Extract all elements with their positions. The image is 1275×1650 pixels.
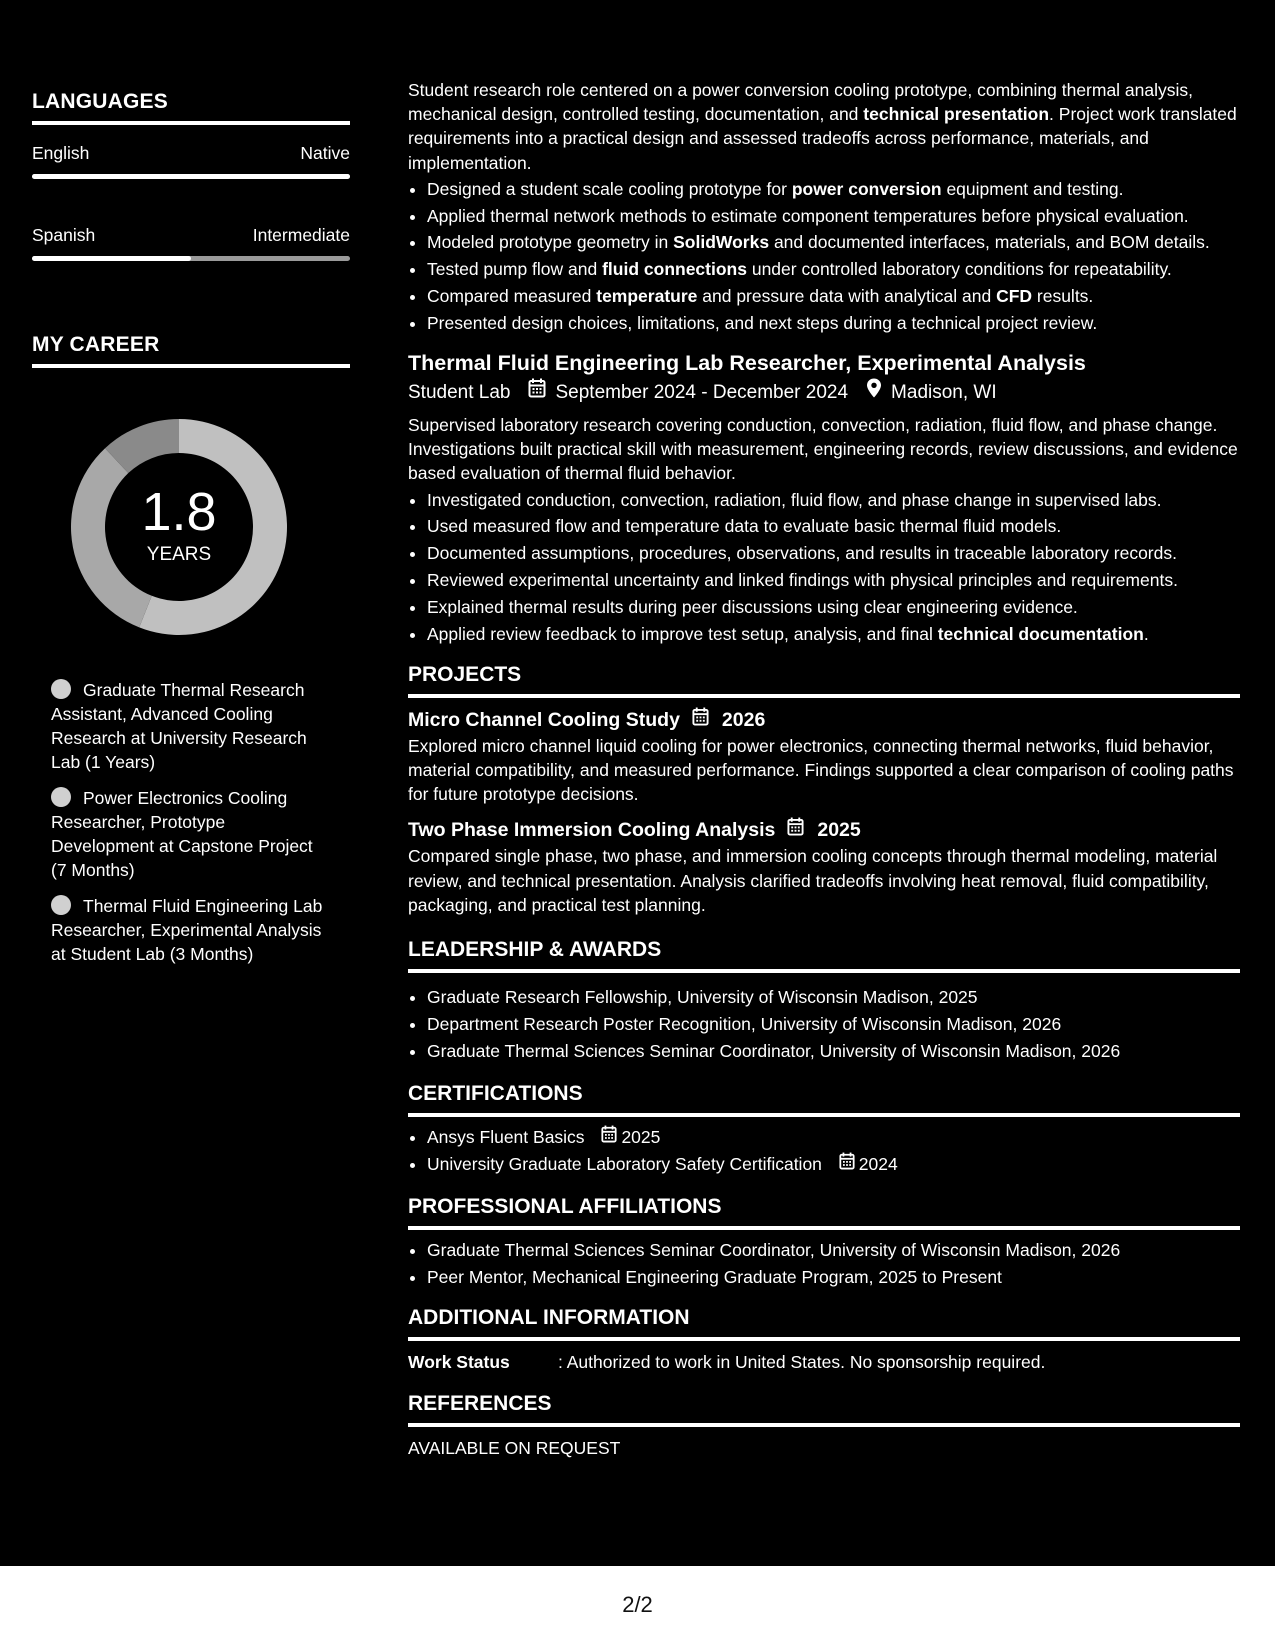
project-title: Micro Channel Cooling Study: [408, 708, 680, 731]
bullet-text: Modeled prototype geometry in: [427, 232, 674, 253]
career-list-item: [51, 894, 331, 966]
certification-name: University Graduate Laboratory Safety Certification: [427, 1153, 822, 1174]
location-pin-icon: [866, 378, 882, 408]
bullet-text: Documented assumptions, procedures, observations, and results in traceable laboratory records.: [427, 543, 1177, 564]
bullet-text: .: [1143, 623, 1149, 644]
bullet-text: Used measured flow and temperature data to evaluate basic thermal fluid models.: [427, 516, 1062, 537]
job-bullet: [427, 230, 1240, 254]
certifications-list: [408, 1125, 1240, 1176]
job-dates: September 2024 - December 2024: [555, 382, 849, 403]
projects-heading: PROJECTS: [408, 662, 1240, 698]
job-bullet: [427, 284, 1240, 308]
job-bullet: [427, 514, 1240, 538]
career-item-text: Power Electronics Cooling Researcher, Prototype Development at Capstone Project (7 Months): [51, 788, 313, 880]
additional-info-heading: ADDITIONAL INFORMATION: [408, 1305, 1240, 1341]
bullet-text: SolidWorks: [673, 232, 770, 253]
work-status-label: Work Status: [408, 1351, 510, 1372]
job-location: Madison, WI: [891, 382, 997, 403]
affiliation-item: • Graduate Thermal Sciences Seminar Coordinator, University of Wisconsin Madison, 2026: [427, 1238, 1240, 1262]
job-bullet: [427, 177, 1240, 201]
language-item: [32, 225, 350, 261]
legend-dot-icon: [51, 787, 71, 807]
career-list-item: [51, 786, 331, 882]
bullet-text: equipment and testing.: [941, 178, 1124, 199]
language-level: Intermediate: [252, 225, 350, 245]
certification-name: Ansys Fluent Basics: [427, 1126, 585, 1147]
project-title: Two Phase Immersion Cooling Analysis: [408, 819, 776, 842]
leadership-item: • Department Research Poster Recognition, University of Wisconsin Madison, 2026: [427, 1012, 1240, 1036]
bullet-text: Investigated conduction, convection, radiation, fluid flow, and phase change in supervised labs.: [427, 489, 1162, 510]
language-item: [32, 143, 350, 179]
page-number: 2/2: [622, 1592, 653, 1617]
bullet-text: temperature: [596, 286, 698, 306]
bullet-text: under controlled laboratory conditions for repeatability.: [746, 259, 1172, 280]
career-total-years: 1.8: [141, 482, 217, 542]
summary-text: technical presentation: [863, 104, 1050, 125]
legend-dot-icon: [51, 895, 71, 915]
leadership-heading: LEADERSHIP & AWARDS: [408, 937, 1240, 973]
project-description: Explored micro channel liquid cooling for power electronics, connecting thermal networks, fluid behavior, material compatibility, and measured performance. Findings supported a clear comparison of cooling paths for future prototype decisions.: [408, 735, 1234, 805]
language-level: Native: [300, 143, 350, 163]
project-item: [408, 706, 1240, 807]
leadership-item: • Graduate Thermal Sciences Seminar Coordinator, University of Wisconsin Madison, 2026: [427, 1039, 1240, 1063]
language-proficiency-fill: [32, 174, 350, 179]
calendar-icon: [787, 816, 804, 844]
calendar-icon: [839, 1152, 855, 1176]
career-donut-chart: [64, 412, 294, 642]
languages-heading: LANGUAGES: [32, 90, 350, 125]
language-proficiency-fill: [32, 256, 191, 261]
references-heading: REFERENCES: [408, 1391, 1240, 1427]
certification-item: [427, 1125, 1240, 1149]
affiliation-item: • Peer Mentor, Mechanical Engineering Graduate Program, 2025 to Present: [427, 1265, 1240, 1289]
career-section: [32, 333, 350, 966]
bullet-text: Reviewed experimental uncertainty and linked findings with physical principles and requirements.: [427, 570, 1178, 590]
job-bullet: [427, 595, 1240, 619]
bullet-text: power conversion: [791, 178, 942, 199]
bullet-text: and pressure data with analytical and: [697, 286, 997, 306]
calendar-icon: [692, 706, 709, 734]
language-name: English: [32, 143, 90, 163]
project-date: 2025: [817, 819, 861, 842]
job-bullet: [427, 541, 1240, 565]
summary-text: Student research role centered on a power conversion cooling prototype, combining thermal analysis, mechanical design, controlled testing, documentation, and: [408, 80, 1194, 125]
bullet-text: Designed a student scale cooling prototype for: [427, 178, 792, 199]
career-item-text: Thermal Fluid Engineering Lab Researcher, Experimental Analysis at Student Lab (3 Months): [51, 896, 323, 964]
bullet-text: Applied review feedback to improve test setup, analysis, and final: [427, 623, 938, 644]
job-meta: [408, 378, 1240, 408]
job-bullets: [408, 177, 1240, 335]
job-bullet: [427, 488, 1240, 512]
bullet-text: Compared measured: [427, 286, 597, 306]
language-name: Spanish: [32, 225, 96, 245]
career-list: [51, 678, 331, 966]
legend-dot-icon: [51, 679, 71, 699]
certification-item: [427, 1152, 1240, 1176]
bullet-text: Explained thermal results during peer discussions using clear engineering evidence.: [427, 596, 1078, 617]
sidebar-content: [32, 90, 350, 978]
career-heading: MY CAREER: [32, 333, 350, 368]
calendar-icon: [601, 1125, 617, 1149]
job-company: Student Lab: [408, 382, 511, 403]
bullet-text: fluid connections: [602, 259, 747, 280]
calendar-icon: [528, 378, 546, 408]
project-item: [408, 816, 1240, 917]
language-proficiency-bar: [32, 174, 350, 179]
affiliations-heading: PROFESSIONAL AFFILIATIONS: [408, 1194, 1240, 1230]
bullet-text: technical documentation: [937, 623, 1144, 644]
certification-date: 2024: [858, 1153, 898, 1174]
bullet-text: CFD: [996, 286, 1033, 306]
leadership-item: • Graduate Research Fellowship, University of Wisconsin Madison, 2025: [427, 985, 1240, 1009]
references-text: AVAILABLE ON REQUEST: [408, 1437, 621, 1458]
work-status-row: [408, 1349, 1240, 1375]
bullet-text: and documented interfaces, materials, and BOM details.: [769, 232, 1210, 253]
main-column: [380, 0, 1275, 1566]
job-bullet: [427, 204, 1240, 228]
affiliations-list: [408, 1238, 1240, 1289]
bullet-text: Applied thermal network methods to estimate component temperatures before physical evaluation.: [427, 205, 1189, 226]
certification-date: 2025: [621, 1126, 661, 1147]
bullet-text: Presented design choices, limitations, and next steps during a technical project review.: [427, 312, 1098, 333]
certifications-heading: CERTIFICATIONS: [408, 1081, 1240, 1117]
career-years-label: YEARS: [146, 544, 212, 565]
leadership-list: [408, 985, 1240, 1063]
job-bullet: [427, 311, 1240, 335]
career-item-text: Graduate Thermal Research Assistant, Advanced Cooling Research at University Research Lab (1 Years): [51, 680, 307, 772]
sidebar: [0, 0, 380, 1566]
job-title: Thermal Fluid Engineering Lab Researcher, Experimental Analysis: [408, 351, 1086, 375]
job-summary: Supervised laboratory research covering conduction, convection, radiation, fluid flow, and phase change. Investigations built practical skill with measurement, engineering records, review discussions, and evidence based evaluation of thermal fluid behavior.: [408, 415, 1238, 484]
job-bullet: [427, 622, 1240, 646]
job-bullet: [427, 257, 1240, 281]
project-date: 2026: [721, 708, 766, 731]
job-bullet: [427, 568, 1240, 592]
career-list-item: [51, 678, 331, 774]
job-bullets: [408, 488, 1240, 646]
bullet-text: Tested pump flow and: [427, 259, 603, 280]
project-description: Compared single phase, two phase, and immersion cooling concepts through thermal modeling, material review, and technical presentation. Analysis clarified tradeoffs involving heat removal, fluid compatibility, packaging, and practical test planning.: [408, 846, 1218, 915]
main-content: [408, 78, 1240, 1461]
summary-text: . Project work translated requirements into a practical design and assessed tradeoffs across performance, materials, and implementation.: [408, 104, 1237, 173]
language-proficiency-bar: [32, 256, 350, 261]
bullet-text: results.: [1032, 286, 1094, 306]
job-summary: [408, 78, 1240, 175]
work-status-value: : Authorized to work in United States. No sponsorship required.: [558, 1351, 1046, 1372]
